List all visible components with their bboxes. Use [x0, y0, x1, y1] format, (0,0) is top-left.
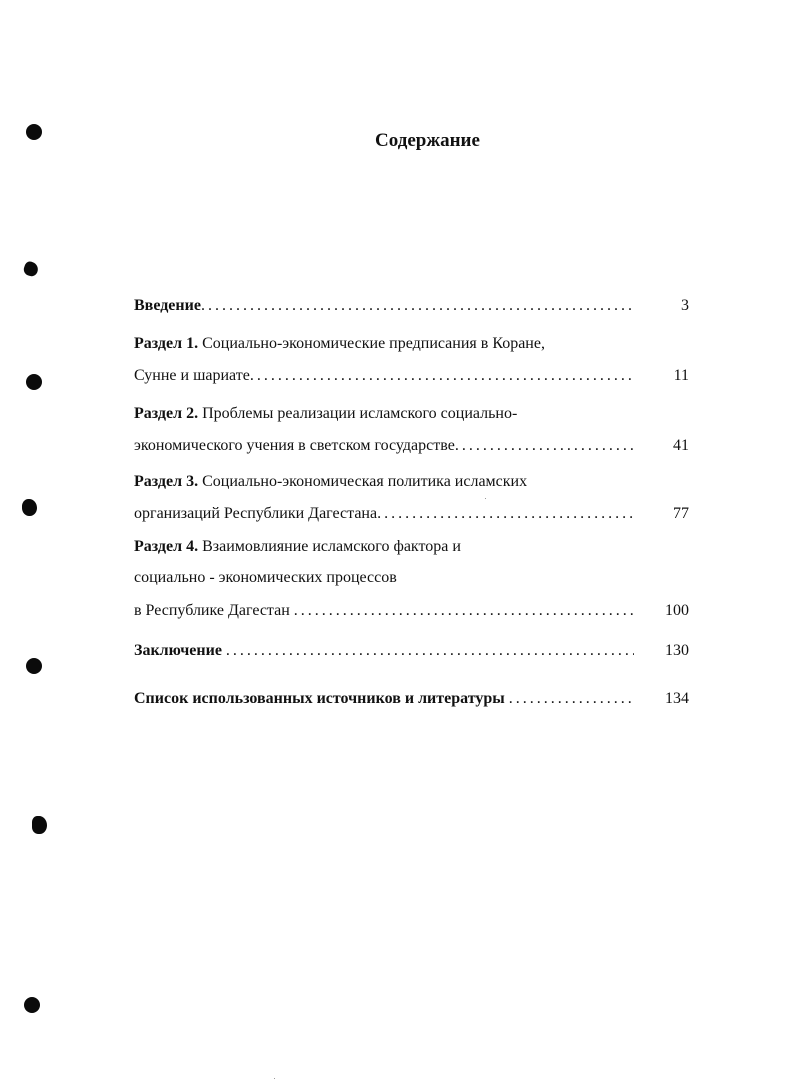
toc-entry-text: организаций Республики Дагестана	[134, 505, 378, 522]
punch-hole	[26, 374, 42, 390]
toc-entry-text: экономического учения в светском государстве	[134, 437, 455, 454]
dot-leader	[226, 642, 634, 659]
toc-page-number: 41	[673, 437, 689, 454]
toc-entry-text: Сунне и шариате	[134, 367, 250, 384]
toc-entry-heading: Раздел 4.	[134, 538, 199, 555]
page-title: Содержание	[375, 130, 480, 151]
punch-hole	[32, 816, 47, 834]
dot-leader	[250, 367, 634, 384]
punch-hole	[24, 997, 40, 1013]
punch-hole	[26, 658, 42, 674]
toc-entry-heading: Раздел 3.	[134, 473, 199, 490]
table-of-contents	[134, 0, 689, 1092]
toc-entry-text: Взаимовлияние исламского фактора и	[198, 538, 461, 555]
dot-leader	[294, 602, 634, 619]
punch-hole	[22, 499, 37, 516]
toc-entry-heading: Введение	[134, 297, 201, 314]
toc-page-number: 134	[665, 690, 689, 707]
toc-page-number: 3	[681, 297, 689, 314]
toc-entry-heading: Раздел 2.	[134, 405, 199, 422]
dot-leader	[201, 297, 634, 314]
toc-entry-heading: Список использованных источников и литературы	[134, 690, 505, 707]
toc-entry-heading: Заключение	[134, 642, 222, 659]
toc-page-number: 100	[665, 602, 689, 619]
toc-entry-text: Социально-экономическая политика исламских	[198, 473, 528, 490]
dot-leader	[377, 505, 634, 522]
toc-page-number: 77	[673, 505, 689, 522]
toc-entry-heading: Раздел 1.	[134, 335, 199, 352]
toc-entry-text: в Республике Дагестан	[134, 602, 294, 619]
toc-entry-text: Проблемы реализации исламского социально-	[198, 405, 518, 422]
toc-page-number: 11	[673, 367, 689, 384]
dot-leader	[455, 437, 634, 454]
dot-leader	[509, 690, 634, 707]
toc-entry-text: социально - экономических процессов	[134, 569, 397, 586]
punch-hole	[22, 260, 40, 278]
toc-page-number: 130	[665, 642, 689, 659]
toc-entry-text: Социально-экономические предписания в Коране,	[198, 335, 545, 352]
